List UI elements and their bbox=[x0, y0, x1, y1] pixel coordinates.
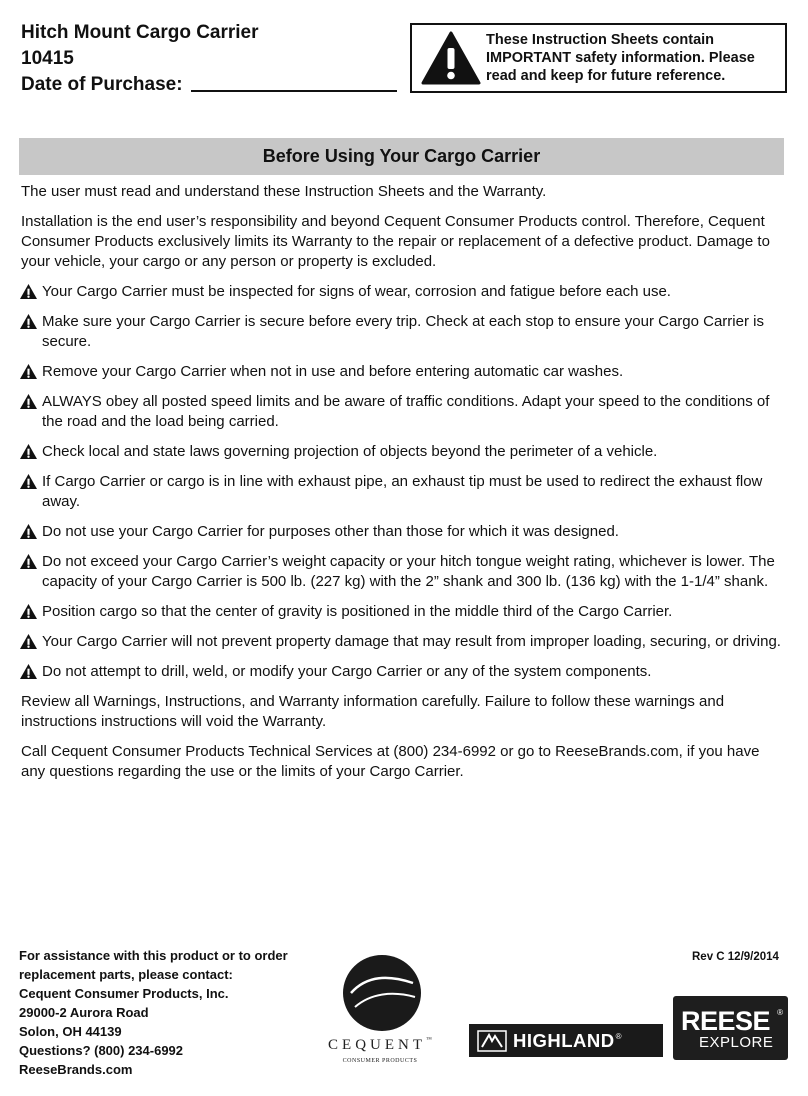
warning-triangle-icon bbox=[19, 443, 38, 460]
warning-text: If Cargo Carrier or cargo is in line with exhaust pipe, an exhaust tip must be used to redirect the exhaust flow away. bbox=[42, 473, 763, 510]
warning-triangle-icon bbox=[19, 633, 38, 650]
contact-address: 29000-2 Aurora Road bbox=[19, 1005, 149, 1020]
closing-paragraph: Call Cequent Consumer Products Technical Services at (800) 234-6992 or go to ReeseBrands.com, if you have any questions regarding the use or the limits of your Cargo Carrier. bbox=[21, 743, 760, 780]
instruction-content bbox=[21, 182, 781, 792]
cequent-orb-icon bbox=[341, 953, 423, 1033]
reese-registered: ® bbox=[777, 1008, 783, 1017]
document-header bbox=[21, 20, 397, 98]
cequent-trademark: ™ bbox=[426, 1037, 432, 1043]
warning-item bbox=[21, 522, 781, 542]
highland-logo bbox=[469, 1024, 663, 1057]
warning-item bbox=[21, 662, 781, 682]
warning-triangle-icon bbox=[19, 523, 38, 540]
warning-triangle-icon bbox=[19, 553, 38, 570]
warning-item bbox=[21, 392, 781, 432]
cequent-subtitle: CONSUMER PRODUCTS bbox=[342, 1058, 418, 1064]
closing-paragraph: Review all Warnings, Instructions, and Warranty information carefully. Failure to follow these warnings and instructions instructions will void the Warranty. bbox=[21, 693, 725, 730]
warning-item bbox=[21, 552, 781, 592]
warning-text: Make sure your Cargo Carrier is secure before every trip. Check at each stop to ensure your Cargo Carrier is secure. bbox=[42, 313, 764, 350]
intro-paragraph: Installation is the end user’s responsibility and beyond Cequent Consumer Products control. Therefore, Cequent Consumer Products exclusively limits its Warranty to the repair or replacement of a defective product. Damage to your vehicle, your cargo or any person or property is excluded. bbox=[21, 213, 770, 270]
warning-item bbox=[21, 442, 781, 462]
warning-text: Remove your Cargo Carrier when not in use and before entering automatic car washes. bbox=[42, 363, 624, 380]
warning-triangle-icon bbox=[19, 313, 38, 330]
cequent-name: CEQUENT bbox=[328, 1037, 427, 1053]
highland-wordmark: HIGHLAND bbox=[513, 1029, 615, 1051]
warning-triangle-icon bbox=[19, 473, 38, 490]
warning-triangle-icon bbox=[19, 363, 38, 380]
contact-company: Cequent Consumer Products, Inc. bbox=[19, 986, 229, 1001]
warning-text: Do not attempt to drill, weld, or modify your Cargo Carrier or any of the system components. bbox=[42, 663, 652, 680]
warning-text: Do not exceed your Cargo Carrier’s weight capacity or your hitch tongue weight rating, whichever is lower. The capacity of your Cargo Carrier is 500 lb. (227 kg) with the 2” shank and 300 lb. (136 kg) with the 1-1/4” shank. bbox=[42, 553, 775, 590]
product-name: Hitch Mount Cargo Carrier bbox=[21, 22, 259, 43]
cequent-wordmark bbox=[312, 1037, 448, 1054]
warning-item bbox=[21, 282, 781, 302]
reese-wordmark: REESE bbox=[681, 1006, 771, 1036]
reese-logo bbox=[673, 996, 788, 1060]
contact-phone: Questions? (800) 234-6992 bbox=[19, 1043, 184, 1058]
safety-notice-text: These Instruction Sheets contain IMPORTANT safety information. Please read and keep for future reference. bbox=[486, 32, 755, 84]
warning-item bbox=[21, 362, 781, 382]
highland-emblem-icon bbox=[477, 1030, 507, 1052]
date-of-purchase-label: Date of Purchase: bbox=[21, 74, 183, 95]
warning-text: Position cargo so that the center of gravity is positioned in the middle third of the Cargo Carrier. bbox=[42, 603, 673, 620]
date-of-purchase bbox=[21, 72, 397, 98]
highland-registered: ® bbox=[615, 1032, 622, 1041]
warning-item bbox=[21, 602, 781, 622]
contact-line: replacement parts, please contact: bbox=[19, 967, 233, 982]
warning-item bbox=[21, 312, 781, 352]
warning-triangle-icon bbox=[19, 663, 38, 680]
warning-text: ALWAYS obey all posted speed limits and be aware of traffic conditions. Adapt your speed to the conditions of the road and the load being carried. bbox=[42, 393, 770, 430]
warning-triangle-icon bbox=[19, 393, 38, 410]
contact-line: For assistance with this product or to order bbox=[19, 948, 288, 963]
contact-city: Solon, OH 44139 bbox=[19, 1024, 122, 1039]
date-of-purchase-blank bbox=[191, 74, 397, 92]
warning-text: Your Cargo Carrier must be inspected for signs of wear, corrosion and fatigue before each use. bbox=[42, 283, 671, 300]
warning-text: Your Cargo Carrier will not prevent property damage that may result from improper loading, securing, or driving. bbox=[42, 633, 781, 650]
reese-subtitle: EXPLORE bbox=[699, 1034, 774, 1051]
warning-text: Do not use your Cargo Carrier for purposes other than those for which it was designed. bbox=[42, 523, 619, 540]
warning-triangle-icon bbox=[19, 283, 38, 300]
warning-text: Check local and state laws governing projection of objects beyond the perimeter of a vehicle. bbox=[42, 443, 658, 460]
safety-notice-box bbox=[410, 23, 787, 93]
cequent-logo bbox=[312, 953, 448, 1073]
model-number: 10415 bbox=[21, 48, 74, 69]
intro-paragraph: The user must read and understand these Instruction Sheets and the Warranty. bbox=[21, 183, 547, 200]
contact-website: ReeseBrands.com bbox=[19, 1062, 133, 1077]
warning-item bbox=[21, 632, 781, 652]
section-title: Before Using Your Cargo Carrier bbox=[262, 146, 541, 166]
footer-contact-block bbox=[19, 946, 288, 1079]
warning-item bbox=[21, 472, 781, 512]
warning-triangle-icon bbox=[421, 30, 481, 86]
warning-triangle-icon bbox=[19, 603, 38, 620]
section-title-bar bbox=[19, 138, 784, 175]
revision-label: Rev C 12/9/2014 bbox=[692, 951, 779, 963]
